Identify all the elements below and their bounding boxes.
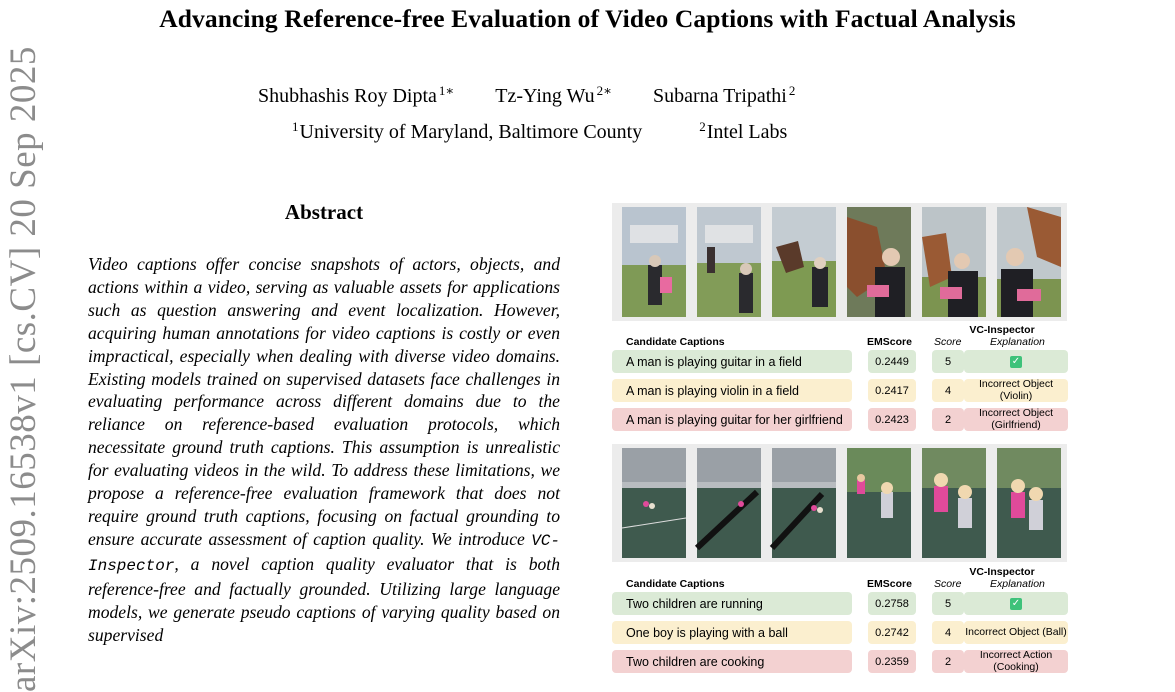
emscore-header: EMScore — [867, 336, 912, 348]
score-cell: 2 — [932, 408, 964, 431]
video-frame — [922, 207, 986, 317]
caption-cell: A man is playing guitar in a field — [612, 350, 852, 373]
caption-cell: One boy is playing with a ball — [612, 621, 852, 644]
video-frames-children — [612, 444, 1067, 562]
emscore-header: EMScore — [867, 578, 912, 590]
score-cell: 4 — [932, 379, 964, 402]
caption-cell: A man is playing guitar for her girlfriend — [612, 408, 852, 431]
video-frame — [922, 448, 986, 558]
caption-table-guitar — [612, 323, 1067, 433]
caption-table-children — [612, 565, 1067, 675]
video-frame — [847, 448, 911, 558]
score-header: Score — [934, 336, 962, 348]
author: Tz-Ying Wu $^{2∗}$ — [495, 83, 612, 107]
arxiv-stamp-strip — [3, 46, 44, 692]
arxiv-stamp: arXiv:2509.16538v1 [cs.CV] 20 Sep 2025 — [3, 46, 44, 692]
emscore-cell: 0.2359 — [868, 650, 916, 673]
score-cell: 4 — [932, 621, 964, 644]
explanation-cell — [964, 592, 1068, 615]
explanation-cell — [964, 350, 1068, 373]
score-header: Score — [934, 578, 962, 590]
video-frame — [997, 207, 1061, 317]
teaser-figure — [612, 203, 1067, 684]
explanation-header: Explanation — [990, 336, 1045, 348]
check-icon: ✓ — [1011, 355, 1021, 367]
affiliation-list — [292, 119, 839, 144]
abstract-body: Video captions offer concise snapshots of actors, objects, and actions within a video, serving as valuable assets for applications such as question answering and event localization. However, acquiring human annotations for video captions is costly or even impractical, especially when dealing with diverse video domains. Existing models trained on supervised datasets face challenges in evaluating performance across different domains due to the reliance on reference-based evaluation protocols, which necessitate ground truth captions. This assumption is unrealistic for evaluating videos in the wild. To address these limitations, we propose a reference-free evaluation framework that does not require ground truth captions, focusing on factual grounding to ensure accurate assessment of caption quality. We introduce VC-Inspector, a novel caption quality evaluator that is both reference-free and factually grounded. Utilizing large language models, we generate pseudo captions of varying quality based on supervised — [88, 254, 560, 645]
affiliation: $^1$University of Maryland, Baltimore County — [292, 119, 643, 143]
explanation-cell: Incorrect Action (Cooking) — [964, 650, 1068, 673]
paper-title: Advancing Reference-free Evaluation of Video Captions with Factual Analysis — [159, 4, 1016, 33]
explanation-cell: Incorrect Object (Violin) — [964, 379, 1068, 402]
score-cell: 5 — [932, 592, 964, 615]
video-frame — [622, 207, 686, 317]
model-name: VC-Inspector — [88, 531, 560, 575]
abstract-heading: Abstract — [284, 200, 364, 224]
author: Shubhashis Roy Dipta $^{1∗}$ — [258, 83, 455, 107]
video-frame — [772, 448, 836, 558]
candidate-captions-header: Candidate Captions — [626, 336, 725, 348]
emscore-cell: 0.2423 — [868, 408, 916, 431]
video-frame — [622, 448, 686, 558]
caption-cell: Two children are running — [612, 592, 852, 615]
emscore-cell: 0.2417 — [868, 379, 916, 402]
score-cell: 5 — [932, 350, 964, 373]
video-frame — [847, 207, 911, 317]
emscore-cell: 0.2758 — [868, 592, 916, 615]
candidate-captions-header: Candidate Captions — [626, 578, 725, 590]
check-icon: ✓ — [1011, 597, 1021, 609]
author-list — [258, 83, 831, 108]
score-cell: 2 — [932, 650, 964, 673]
emscore-cell: 0.2742 — [868, 621, 916, 644]
author: Subarna Tripathi $^2$ — [652, 83, 796, 107]
caption-cell: A man is playing violin in a field — [612, 379, 852, 402]
explanation-header: Explanation — [990, 578, 1045, 590]
vc-inspector-header: VC-Inspector — [969, 324, 1035, 336]
video-frame — [697, 448, 761, 558]
caption-cell: Two children are cooking — [612, 650, 852, 673]
affiliation: $^2$Intel Labs — [699, 119, 788, 143]
emscore-cell: 0.2449 — [868, 350, 916, 373]
video-frame — [997, 448, 1061, 558]
video-frames-guitar — [612, 203, 1067, 321]
video-frame — [772, 207, 836, 317]
explanation-cell: Incorrect Object (Girlfriend) — [964, 408, 1068, 431]
vc-inspector-header: VC-Inspector — [969, 566, 1035, 578]
explanation-cell: Incorrect Object (Ball) — [964, 621, 1068, 644]
video-frame — [697, 207, 761, 317]
